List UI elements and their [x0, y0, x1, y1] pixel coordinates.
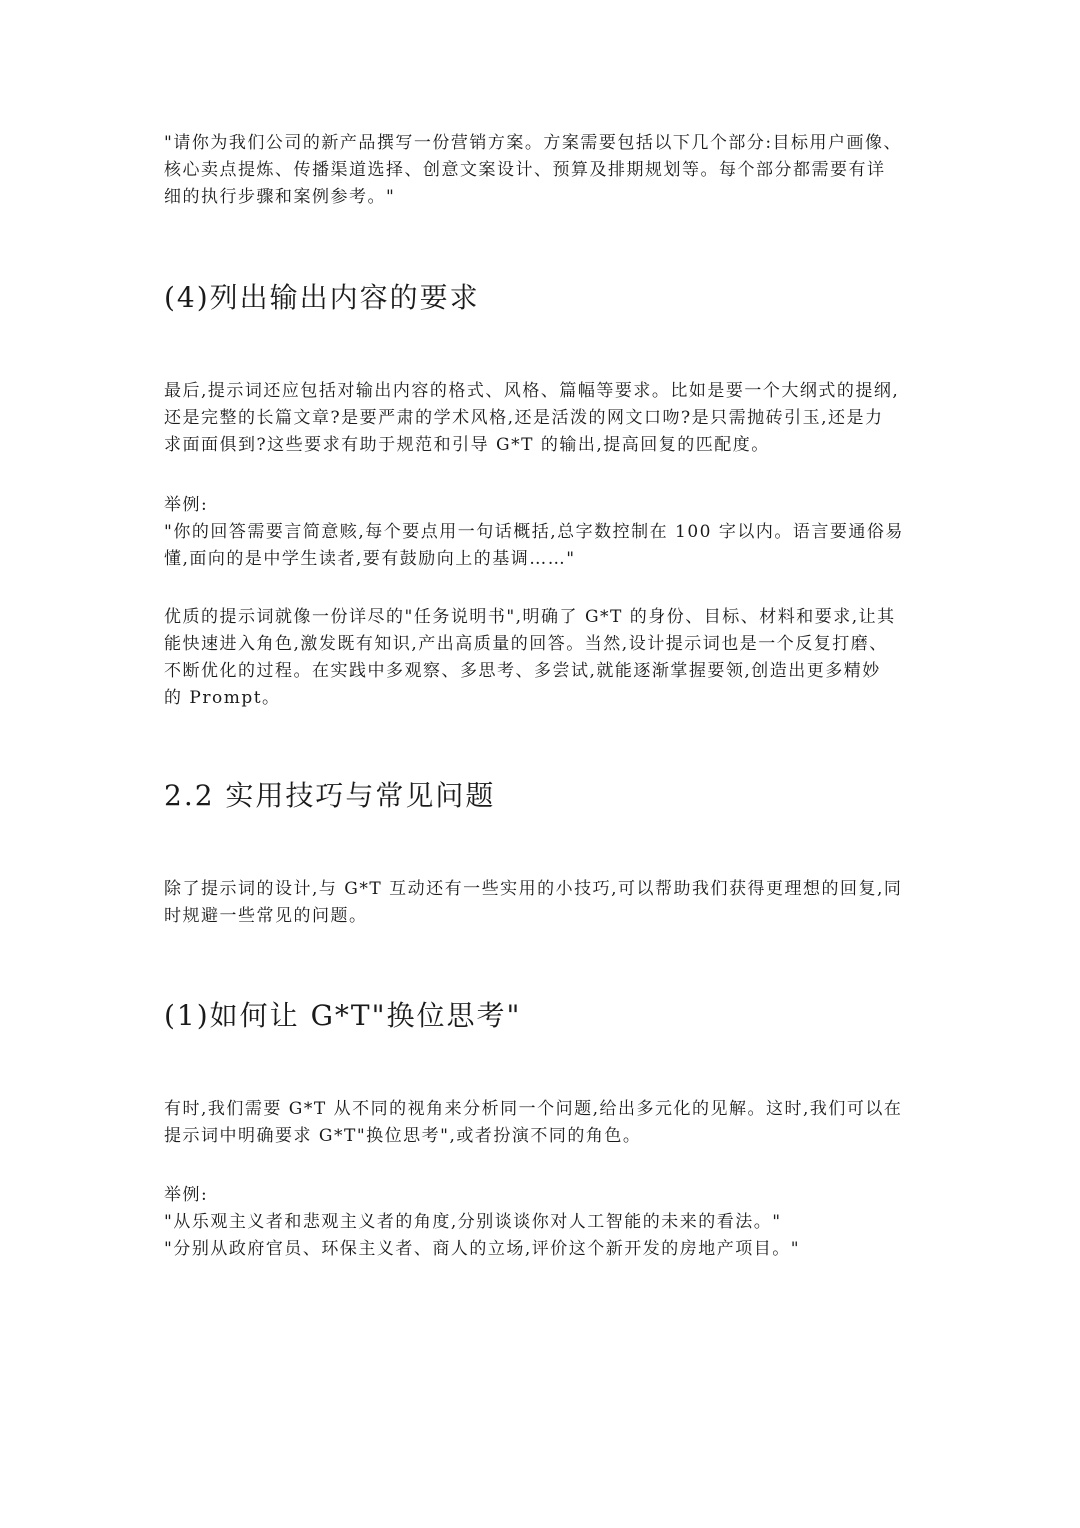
text-line: 提示词中明确要求 G*T"换位思考",或者扮演不同的角色。 [164, 1126, 642, 1146]
text-line: "你的回答需要言简意赅,每个要点用一句话概括,总字数控制在 100 字以内。语言要通俗易 [164, 522, 904, 542]
text-line: 懂,面向的是中学生读者,要有鼓励向上的基调……" [164, 549, 576, 569]
heading-perspective: (1)如何让 G*T"换位思考" [164, 999, 522, 1032]
text-line: 的 Prompt。 [164, 688, 281, 708]
text-line: 有时,我们需要 G*T 从不同的视角来分析同一个问题,给出多元化的见解。这时,我们可以在 [164, 1099, 903, 1119]
intro-quote-paragraph [164, 130, 920, 211]
example-label: 举例: [164, 495, 209, 515]
text-line: 最后,提示词还应包括对输出内容的格式、风格、篇幅等要求。比如是要一个大纲式的提纲, [164, 381, 900, 401]
text-line: 时规避一些常见的问题。 [164, 906, 368, 926]
requirements-paragraph [164, 378, 920, 459]
summary-paragraph [164, 604, 920, 712]
text-line: 不断优化的过程。在实践中多观察、多思考、多尝试,就能逐渐掌握要领,创造出更多精妙 [164, 661, 881, 681]
heading-section-2-2: 2.2 实用技巧与常见问题 [164, 779, 496, 812]
text-line: 核心卖点提炼、传播渠道选择、创意文案设计、预算及排期规划等。每个部分都需要有详 [164, 160, 886, 180]
text-line: 优质的提示词就像一份详尽的"任务说明书",明确了 G*T 的身份、目标、材料和要求,让其 [164, 607, 896, 627]
text-line: "请你为我们公司的新产品撰写一份营销方案。方案需要包括以下几个部分:目标用户画像、 [164, 133, 903, 153]
text-line: 还是完整的长篇文章?是要严肃的学术风格,还是活泼的网文口吻?是只需抛砖引玉,还是力 [164, 408, 884, 428]
text-line: "从乐观主义者和悲观主义者的角度,分别谈谈你对人工智能的未来的看法。" [164, 1212, 782, 1232]
tips-paragraph [164, 876, 920, 930]
perspective-paragraph [164, 1096, 920, 1150]
example-label: 举例: [164, 1185, 209, 1205]
heading-output-requirements: (4)列出输出内容的要求 [164, 281, 480, 314]
example-block-1 [164, 492, 920, 573]
text-line: 求面面俱到?这些要求有助于规范和引导 G*T 的输出,提高回复的匹配度。 [164, 435, 770, 455]
text-line: 细的执行步骤和案例参考。" [164, 187, 396, 207]
text-line: 能快速进入角色,激发既有知识,产出高质量的回答。当然,设计提示词也是一个反复打磨、 [164, 634, 888, 654]
text-line: "分别从政府官员、环保主义者、商人的立场,评价这个新开发的房地产项目。" [164, 1239, 801, 1259]
text-line: 除了提示词的设计,与 G*T 互动还有一些实用的小技巧,可以帮助我们获得更理想的回复,同 [164, 879, 903, 899]
example-block-2 [164, 1182, 920, 1263]
